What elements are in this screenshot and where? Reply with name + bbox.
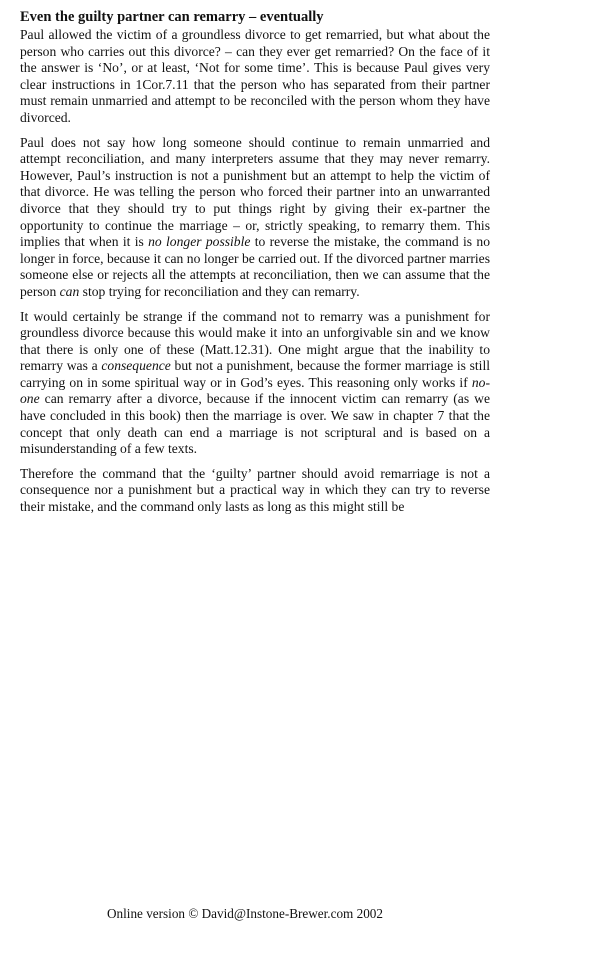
body-paragraph	[20, 27, 490, 127]
body-paragraph	[20, 309, 490, 458]
italic-text: no-one	[20, 374, 490, 407]
italic-text: can	[59, 283, 80, 299]
text-run: Paul allowed the victim of a groundless divorce to get remarried, but what about the person who carries out this divorce? – can they ever get remarried? On the face of it the answer is ‘No’, or at least, ‘Not for some time’. This is because Paul gives very clear instructions in 1Cor.7.11 that the person who has separated from their partner must remain unmarried and attempt to be reconciled with the person whom they have divorced.	[20, 27, 490, 125]
page-footer: Online version © David@Instone-Brewer.com 2002	[107, 906, 383, 921]
text-run: to reverse the mistake, the command is no longer in force, because it can no longer be carried out. If the divorced partner marries someone else or rejects all the attempts at reconciliation, then we can assume that the person	[20, 234, 490, 299]
page-content	[20, 8, 490, 524]
text-run: Therefore the command that the ‘guilty’ partner should avoid remarriage is not a consequence nor a punishment but a practical way in which they can try to reverse their mistake, and the command only lasts as long as this might still be	[20, 465, 490, 515]
section-heading: Even the guilty partner can remarry – eventually	[20, 9, 324, 25]
text-run: but not a punishment, because the former marriage is still carrying on in some spiritual way or in God’s eyes. This reasoning only works if	[20, 358, 491, 390]
body-paragraph	[20, 466, 490, 516]
text-run: stop trying for reconciliation and they can remarry.	[79, 283, 360, 299]
text-run: can remarry after a divorce, because if the innocent victim can remarry (as we have concluded in this book) then the marriage is over. We saw in chapter 7 that the concept that only death can end a marriage is not scriptural and is based on a misunderstanding of a few texts.	[20, 391, 490, 457]
text-run: It would certainly be strange if the command not to remarry was a punishment for groundless divorce because this would make it into an unforgivable sin and we know that there is only one of these (Matt.12.31). One might argue that the inability to remarry was a	[20, 308, 490, 374]
italic-text: no longer possible	[148, 234, 251, 250]
text-run: Paul does not say how long someone should continue to remain unmarried and attempt reconciliation, and many interpreters assume that they may never remarry. However, Paul’s instruction is not a punishment but an attempt to help the victim of that divorce. He was telling the person who forced their partner into an unwarranted divorce that they should try to put things right by giving their ex-partner the opportunity to continue the marriage – or, strictly speaking, to remarry them. This implies that when it is	[20, 134, 490, 250]
body-text	[20, 27, 490, 516]
body-paragraph	[20, 135, 490, 301]
italic-text: consequence	[101, 358, 171, 374]
